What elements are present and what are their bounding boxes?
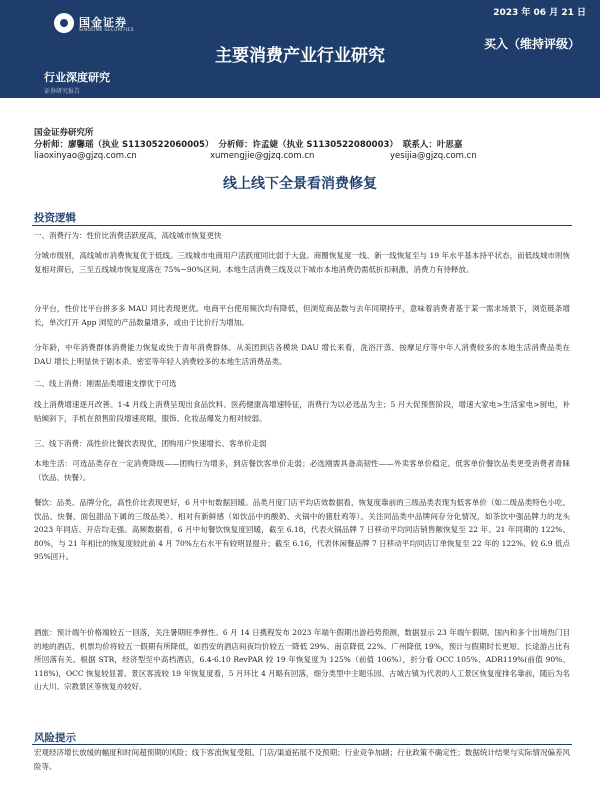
contact-person: 联系人：叶思嘉 (402, 140, 463, 150)
paragraph: 酒旅：预计端午价格端较五一回落，关注暑期旺季弹性。6 月 14 日携程发布 2023 年端午假期出游趋势预测，数据显示 23 年端午假期，国内和多个出境热门目的地的酒店、机票均价将较五一假期有所降低，如西安的酒店间夜均价较五一降低 29%、南京降低 22%、广州降低 19%，预计与假期时长更短、长途游占比有所回落有关。根据 STR，经济型至中高档酒店，6.4-6.10 RevPAR 较 19 年恢复度为 125%（前值 106%），折分看 OCC 105%、ADR119%(前值 90%、118%)，OCC 恢复较显著。景区客流较 19 年恢复度看，5 月环比 4 月略有回落，细分类型中主题乐园、古城古镇为代表的人工景区恢复度排名靠前，随后为名山大川、宗教景区等恢复亦较好。 (34, 628, 570, 691)
logo-emblem-icon (54, 13, 74, 33)
report-category: 证券研究报告 (44, 88, 81, 95)
paragraph: 分城市级别，高线城市消费恢复优于低线。三线城市电商用户活跃度同比弱于大盘。商圈恢复度一线、新一线恢复至与 19 年水平基本持平状态，而低线城市则恢复相对滞后，三至五线城市恢复度落在 75%~90%区间。本地生活消费三线及以下城市本地消费仍需低折扣刺激，消费力有待释放。 (34, 251, 570, 274)
report-type: 行业深度研究 (44, 71, 110, 84)
institute-name: 国金证券研究所 (34, 128, 94, 138)
rating-badge: 买入（维持评级） (483, 37, 580, 51)
email-analyst-1[interactable]: liaoxinyao@gjzq.com.cn (34, 151, 137, 161)
report-date: 2023 年 06 月 21 日 (493, 8, 586, 18)
section-divider (32, 744, 572, 745)
paragraph: 餐饮：品类、品牌分化，高性价比表现更好，6 月中旬数据回暖。品类月度门店平均店效数据看，恢复度靠前的三级品类表现为低客单价（如二级品类特色小吃、饮品、快餐、面包甜品下属的三级品类）、相对有新鲜感（如饮品中的酸奶、火锅中的猪肚鸡等）。关注同品类中品牌间存分化情况，如茶饮中强品牌力的龙头 2023 年同店、开店均走强。高频数据看，6 月中旬餐饮恢复度回暖，截至 6.18，代表火锅品牌 7 日移动平均同店销售额恢复至 22 年、21 年同期的 122%、80%，与 21 年相比的恢复度较此前 4 月 70%左右水平有较明显提升；截至 6.16，代表休闲餐品牌 7 日移动平均同店订单恢复至 22 年的 122%、较 6.9 低点 95%回升。 (34, 498, 570, 561)
section-heading-risk: 风险提示 (34, 732, 76, 744)
paragraph: 分年龄，中年消费群体消费能力恢复或快于青年消费群体。从美团到店各模块 DAU 增长来看，洗浴汗蒸、按摩足疗等中年人消费较多的本地生活消费品类在 DAU 增长上明显快于剧本杀、密室等年轻人消费较多的本地生活消费品类。 (34, 343, 570, 366)
paragraph: 宏观经济增长放缓的幅度和时间超预期的风险；线下客流恢复受阻、门店/渠道拓展不及预期；行业竞争加剧；行业政策不确定性；数据统计结果与实际情况偏差风险等。 (34, 748, 570, 771)
analyst-2: 分析师：许孟婕（执业 S1130522080003） (218, 140, 398, 150)
paragraph: 一、消费行为：性价比消费活跃度高，高线城市恢复更快 (34, 231, 222, 240)
analyst-1: 分析师：廖馨瑶（执业 S1130522060005） (34, 140, 214, 150)
analyst-list (34, 138, 574, 150)
email-list (34, 151, 570, 163)
email-contact[interactable]: yesijia@gjzq.com.cn (390, 151, 477, 161)
report-header (0, 0, 600, 98)
section-heading-investment-logic: 投资逻辑 (34, 212, 76, 224)
paragraph: 三、线下消费：高性价比餐饮表现优，团购用户快速增长、客单价走弱 (34, 439, 267, 448)
paragraph: 本地生活：可选品类存在一定消费降级——团购行为增多，到店餐饮客单价走弱；必选刚需具备高韧性——外卖客单价稳定。低客单价餐饮品类更受消费者青睐（饮品、快餐）。 (34, 459, 570, 482)
email-analyst-2[interactable]: xumengjie@gjzq.com.cn (210, 151, 315, 161)
paragraph: 分平台，性价比平台拼多多 MAU 同比表现更优。电商平台使用频次均有降低，但浏览商品数与去年同期持平，意味着消费者基于某一需求场景下，浏览链条增长，单次打开 App 浏览的产品数量增多，或由于比价行为增加。 (34, 304, 570, 327)
logo-english-name: SINOLINK SECURITIES (79, 28, 134, 33)
company-logo (54, 9, 174, 37)
paragraph: 二、线上消费：刚需品类增速支撑优于可选 (34, 379, 177, 388)
paragraph: 线上消费增速逐月改善。1-4 月线上消费呈现出食品饮料、医药健康高增速特征，消费行为以必选品为主；5 月大促预售阶段，增速大家电>生活家电>厨电，补贴倾斜下，手机在预售阶段增速亮眼，服饰、化妆品爆发力相对较弱。 (34, 400, 570, 423)
section-divider (32, 225, 572, 226)
document-title: 线上线下全景看消费修复 (223, 176, 377, 192)
logo-name: 国金证券 (79, 16, 127, 29)
report-title: 主要消费产业行业研究 (215, 46, 385, 66)
